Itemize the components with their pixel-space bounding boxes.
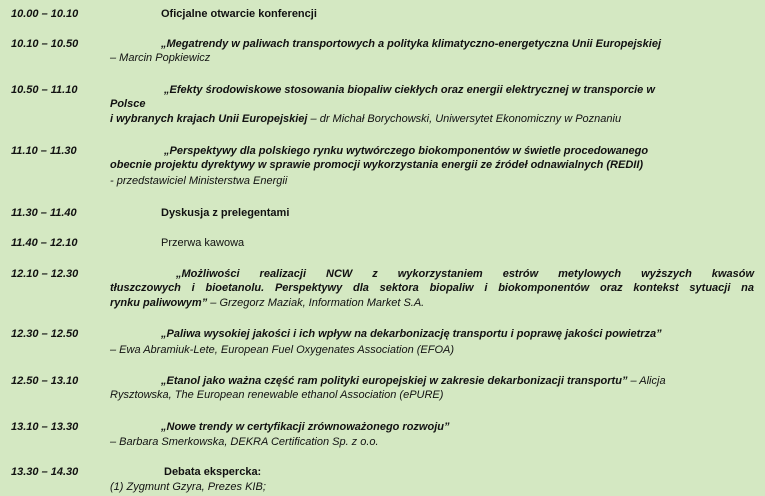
agenda-title: „Megatrendy w paliwach transportowych a polityka klimatyczno-energetyczna Unii Europejskiej — [161, 38, 662, 50]
agenda-time: 12.30 – 12.50 — [11, 328, 79, 340]
agenda-title-line: Polsce — [110, 98, 146, 110]
agenda-title: „Paliwa wysokiej jakości i ich wpływ na dekarbonizację transportu i poprawę jakości powietrza” — [161, 328, 662, 340]
agenda-speaker: – dr Michał Borychowski, Uniwersytet Ekonomiczny w Poznaniu — [310, 113, 622, 125]
agenda-speaker: – Ewa Abramiuk-Lete, European Fuel Oxygenates Association (EFOA) — [110, 344, 455, 356]
agenda-time: 11.40 – 12.10 — [11, 237, 78, 249]
agenda-title-line: „Perspektywy dla polskiego rynku wytwórczego biokomponentów w świetle procedowanego — [164, 145, 649, 157]
agenda-time: 13.30 – 14.30 — [11, 466, 79, 478]
agenda-title-line — [161, 375, 666, 388]
agenda-title: Oficjalne otwarcie konferencji — [161, 8, 317, 20]
agenda-title-line: tłuszczowych i bioetanolu. Perspektywy dla sektora biopaliw i biokomponentów oraz kontekst sytuacji na — [110, 282, 754, 294]
agenda-speaker: (1) Zygmunt Gzyra, Prezes KIB; — [110, 481, 266, 493]
agenda-title-line: rynku paliwowym” — [110, 297, 208, 309]
agenda-time: 12.50 – 13.10 — [11, 375, 79, 387]
agenda-time: 11.10 – 11.30 — [11, 145, 77, 157]
agenda-speaker: – Barbara Smerkowska, DEKRA Certification Sp. z o.o. — [110, 436, 379, 448]
agenda-title-line: „Możliwości realizacji NCW z wykorzystaniem estrów metylowych wyższych kwasów — [176, 268, 754, 280]
agenda-title: „Etanol jako ważna część ram polityki europejskiej w zakresie dekarbonizacji transportu” — [161, 375, 628, 387]
agenda-speaker: – Marcin Popkiewicz — [110, 52, 211, 64]
agenda-time: 13.10 – 13.30 — [11, 421, 79, 433]
agenda-time: 10.10 – 10.50 — [11, 38, 79, 50]
agenda-title-line: obecnie projektu dyrektywy w sprawie promocji wykorzystania energii ze źródeł odnawialnych (REDII) — [110, 159, 644, 171]
agenda-time: 11.30 – 11.40 — [11, 207, 77, 219]
agenda-title: Dyskusja z prelegentami — [161, 207, 290, 219]
agenda-time: 12.10 – 12.30 — [11, 268, 79, 280]
agenda-title: Debata ekspercka: — [164, 466, 262, 478]
agenda-speaker: Rysztowska, The European renewable ethanol Association (ePURE) — [110, 389, 444, 401]
agenda-time: 10.00 – 10.10 — [11, 8, 79, 20]
agenda-speaker: - przedstawiciel Ministerstwa Energii — [110, 175, 288, 187]
agenda-title-line — [110, 297, 424, 310]
agenda-title: Przerwa kawowa — [161, 237, 245, 249]
agenda-title-line: i wybranych krajach Unii Europejskiej — [110, 113, 308, 125]
agenda-title-line: „Efekty środowiskowe stosowania biopaliw ciekłych oraz energii elektrycznej w transporcie w — [164, 84, 655, 96]
agenda-time: 10.50 – 11.10 — [11, 84, 78, 96]
agenda-title: „Nowe trendy w certyfikacji zrównoważonego rozwoju” — [161, 421, 450, 433]
agenda-speaker: – Grzegorz Maziak, Information Market S.A. — [210, 297, 425, 309]
agenda-title-line — [110, 113, 621, 126]
agenda-speaker: – Alicja — [630, 375, 666, 387]
